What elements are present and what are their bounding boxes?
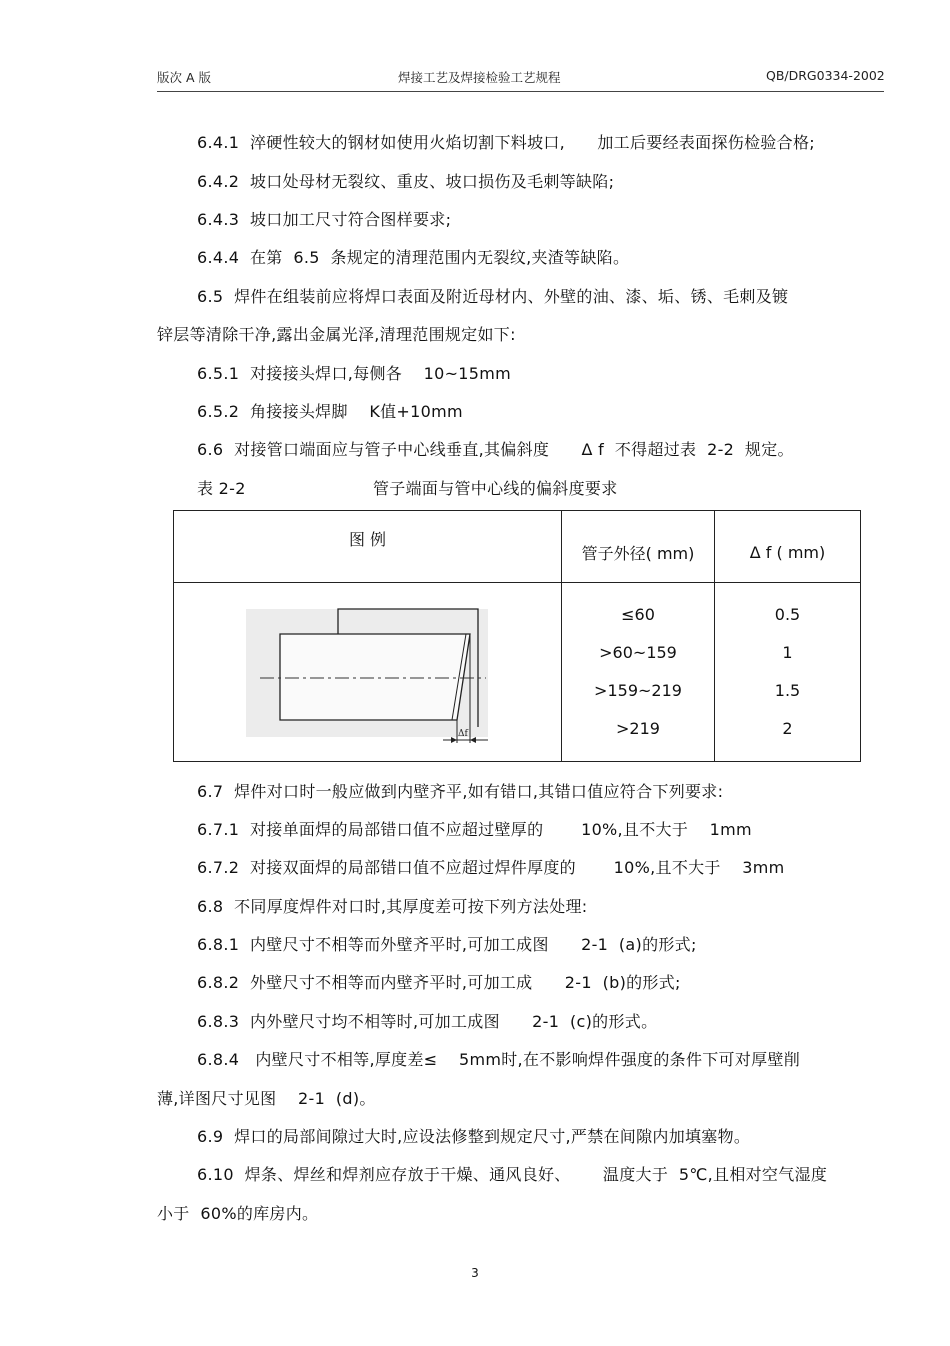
- header-edition: 版次 A 版: [157, 70, 211, 85]
- deviation-value: 0.5: [774, 605, 801, 624]
- para-6-5-1: 6.5.1 对接接头焊口,每侧各 10~15mm: [197, 364, 512, 383]
- header-rule: [157, 91, 884, 92]
- deviation-label: Δf: [457, 729, 468, 739]
- para-6-7: 6.7 焊件对口时一般应做到内壁齐平,如有错口,其错口值应符合下列要求:: [197, 782, 724, 801]
- para-6-10-cont: 小于 60%的库房内。: [157, 1204, 319, 1223]
- para-6-5: 6.5 焊件在组装前应将焊口表面及附近母材内、外壁的油、漆、垢、锈、毛刺及镀: [197, 287, 789, 306]
- para-6-4-3: 6.4.3 坡口加工尺寸符合图样要求;: [197, 210, 452, 229]
- diameter-value: ≤60: [621, 605, 655, 624]
- table-caption-label: 表 2-2: [197, 479, 246, 498]
- para-6-4-1: 6.4.1 淬硬性较大的钢材如使用火焰切割下料坡口, 加工后要经表面探伤检验合格;: [197, 133, 815, 152]
- table-header-diameter: 管子外径( mm): [562, 511, 715, 583]
- diameter-value: >60~159: [599, 643, 677, 662]
- para-6-8: 6.8 不同厚度焊件对口时,其厚度差可按下列方法处理:: [197, 897, 588, 916]
- para-6-6: 6.6 对接管口端面应与管子中心线垂直,其偏斜度 Δ f 不得超过表 2-2 规定。: [197, 440, 794, 459]
- para-6-7-1: 6.7.1 对接单面焊的局部错口值不应超过壁厚的 10%,且不大于 1mm: [197, 820, 752, 839]
- table-figure-cell: [174, 583, 562, 762]
- deviation-value: 1.5: [774, 681, 801, 700]
- para-6-5-cont: 锌层等清除干净,露出金属光泽,清理范围规定如下:: [157, 325, 516, 344]
- table-header-figure: 图 例: [174, 511, 562, 583]
- para-6-9: 6.9 焊口的局部间隙过大时,应设法修整到规定尺寸,严禁在间隙内加填塞物。: [197, 1127, 751, 1146]
- page-number: 3: [471, 1266, 479, 1280]
- header-title: 焊接工艺及焊接检验工艺规程: [398, 70, 561, 85]
- header-doc-code: QB/DRG0334-2002: [766, 68, 885, 83]
- para-6-4-2: 6.4.2 坡口处母材无裂纹、重皮、坡口损伤及毛刺等缺陷;: [197, 172, 615, 191]
- table-deviation-cell: [715, 583, 861, 762]
- deviation-value: 2: [782, 719, 793, 738]
- table-caption-title: 管子端面与管中心线的偏斜度要求: [373, 479, 618, 498]
- table-diameter-cell: [562, 583, 715, 762]
- para-6-4-4: 6.4.4 在第 6.5 条规定的清理范围内无裂纹,夹渣等缺陷。: [197, 248, 630, 267]
- dimension-arrow-right: [470, 737, 476, 743]
- diameter-value: >219: [616, 719, 660, 738]
- deviation-table: [173, 510, 861, 762]
- para-6-8-3: 6.8.3 内外壁尺寸均不相等时,可加工成图 2-1 (c)的形式。: [197, 1012, 658, 1031]
- para-6-8-4: 6.8.4 内壁尺寸不相等,厚度差≤ 5mm时,在不影响焊件强度的条件下可对厚壁削: [197, 1050, 801, 1069]
- pipe-body: [280, 634, 470, 720]
- dimension-arrow-left: [451, 737, 457, 743]
- para-6-8-2: 6.8.2 外壁尺寸不相等而内壁齐平时,可加工成 2-1 (b)的形式;: [197, 973, 681, 992]
- para-6-10: 6.10 焊条、焊丝和焊剂应存放于干燥、通风良好、 温度大于 5℃,且相对空气湿度: [197, 1165, 828, 1184]
- diameter-value: >159~219: [594, 681, 682, 700]
- pipe-end-diagram: [238, 597, 498, 747]
- para-6-5-2: 6.5.2 角接接头焊脚 K值+10mm: [197, 402, 463, 421]
- table-header-deviation: Δ f ( mm): [715, 511, 861, 583]
- para-6-8-4-cont: 薄,详图尺寸见图 2-1 (d)。: [157, 1089, 376, 1108]
- para-6-7-2: 6.7.2 对接双面焊的局部错口值不应超过焊件厚度的 10%,且不大于 3mm: [197, 858, 785, 877]
- deviation-value: 1: [782, 643, 793, 662]
- para-6-8-1: 6.8.1 内壁尺寸不相等而外壁齐平时,可加工成图 2-1 (a)的形式;: [197, 935, 697, 954]
